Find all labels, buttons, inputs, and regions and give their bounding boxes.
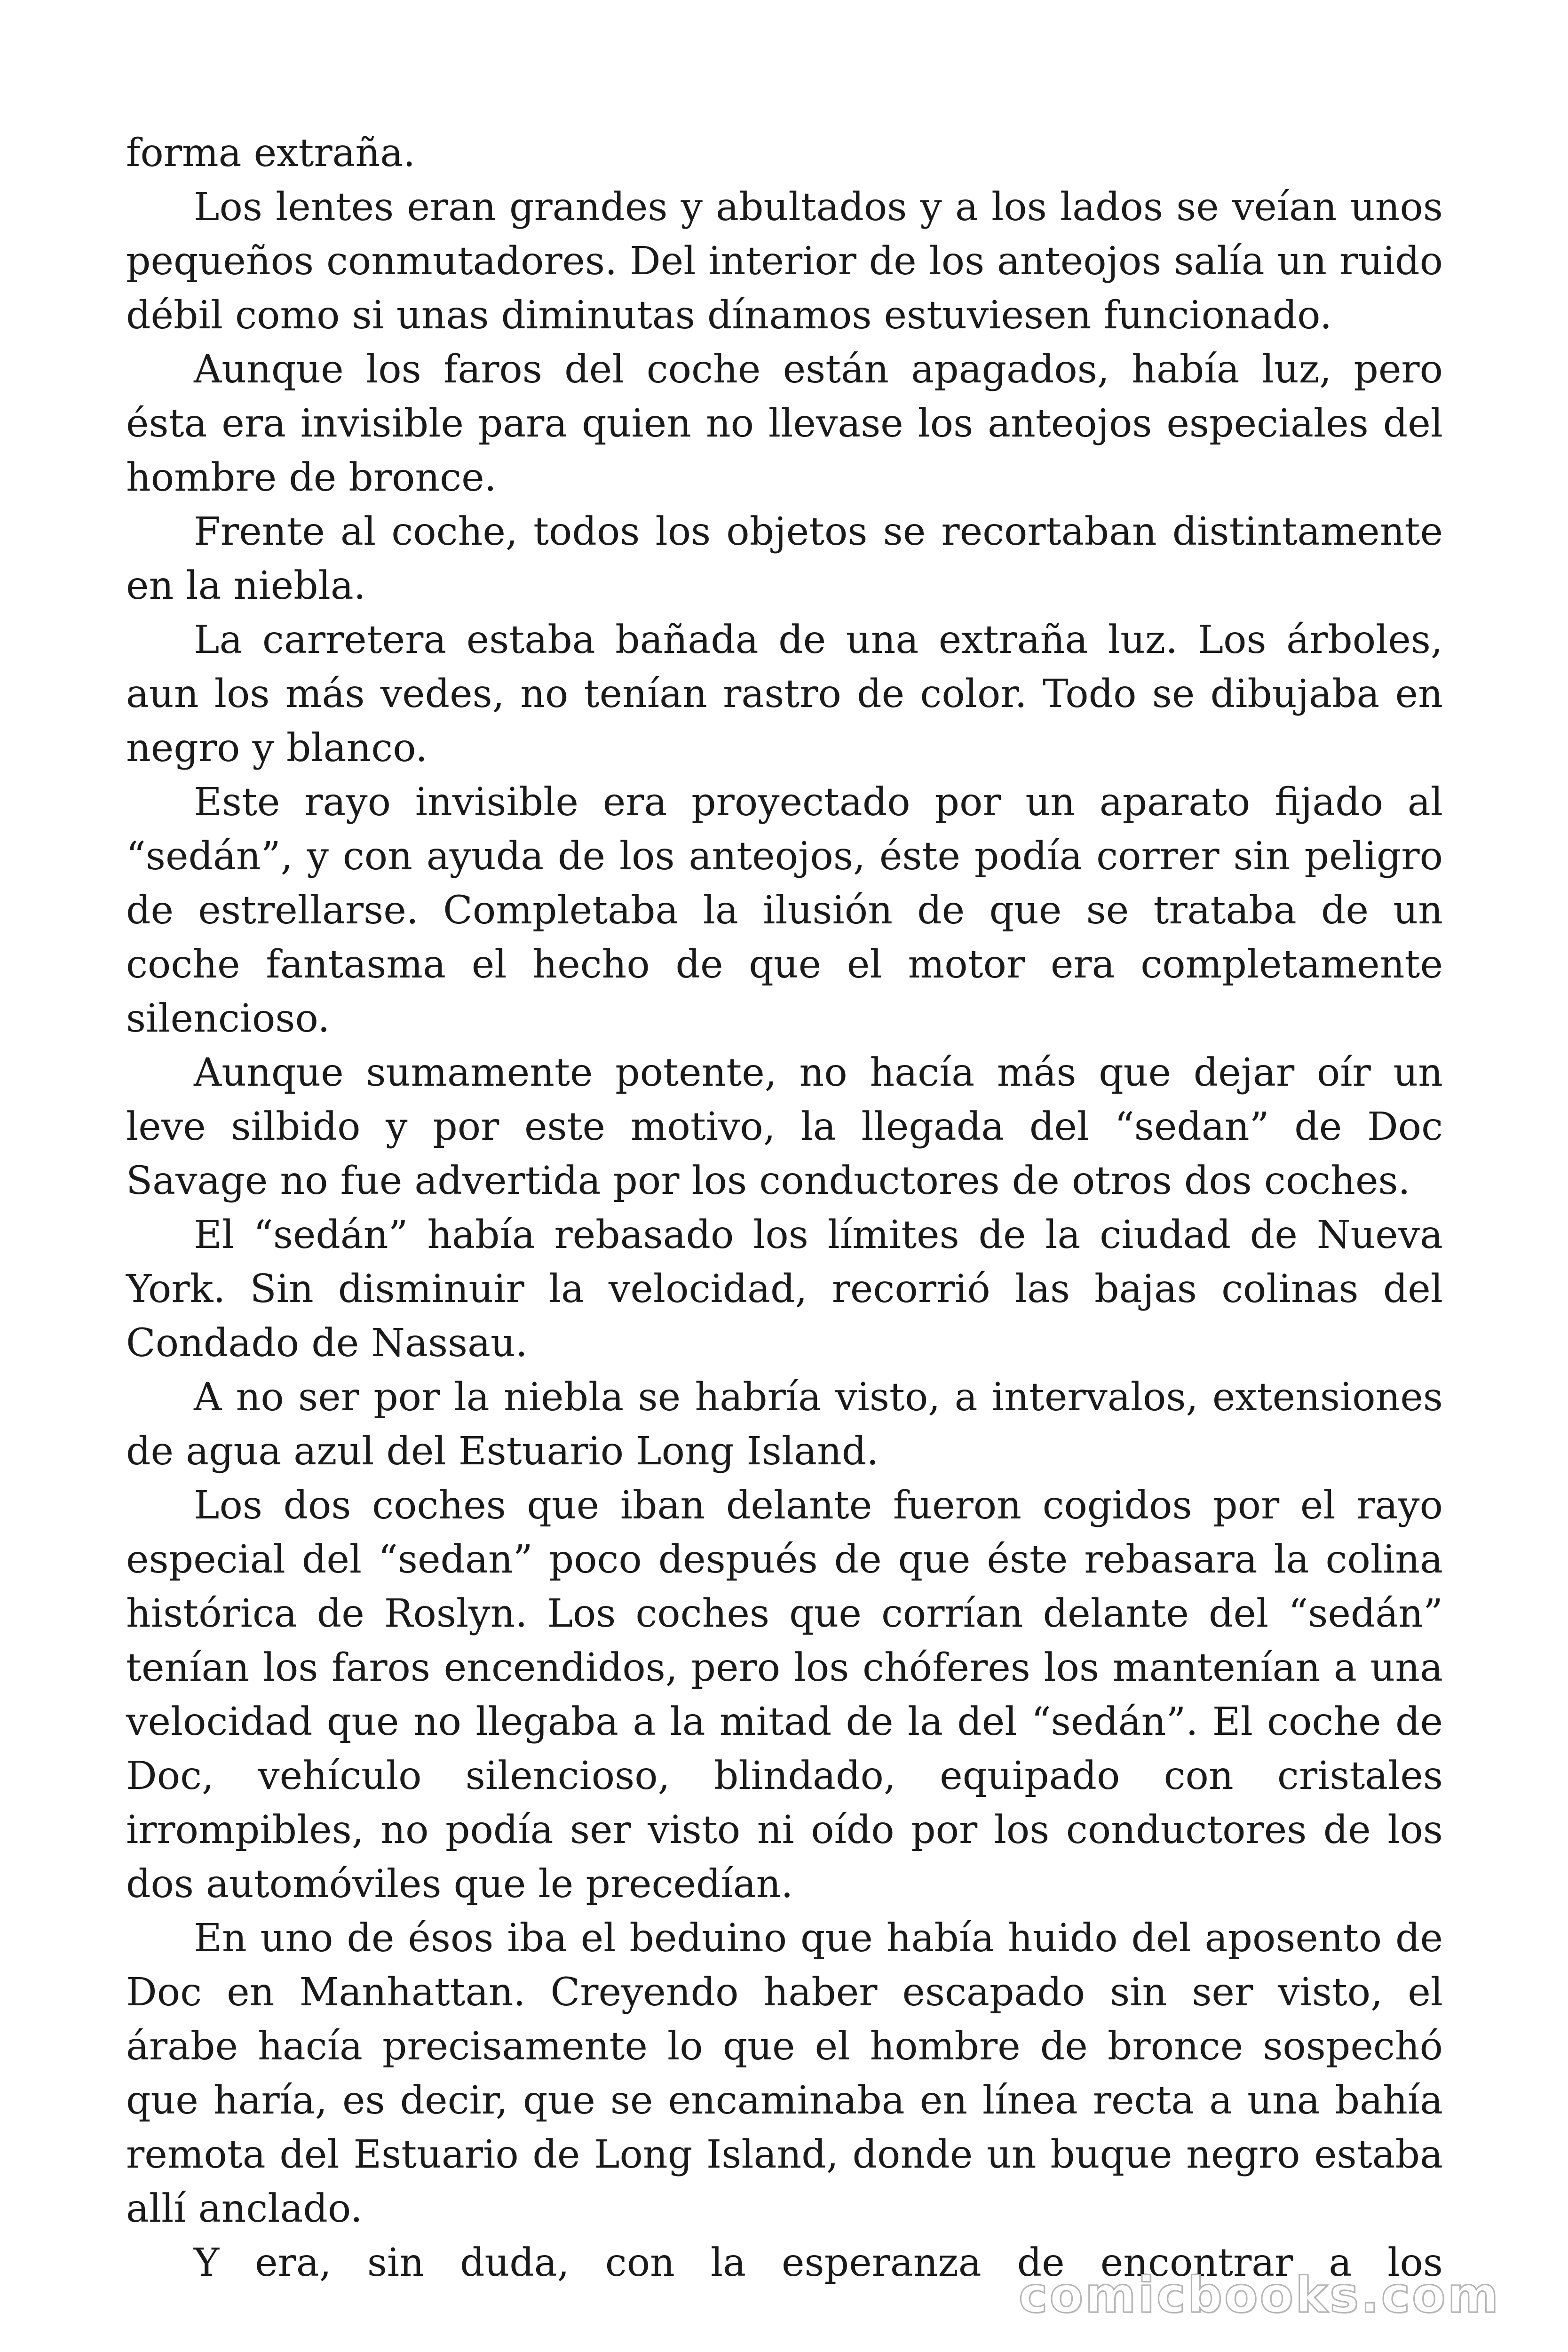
paragraph: Este rayo invisible era proyectado por un aparato fijado al “sedán”, y con ayuda de los anteojos, éste podía correr sin peligro de estrellarse. Completaba la ilusión de que se trataba de un coche fantasma el hecho de que el motor era completamente silencioso. — [126, 780, 1443, 1041]
paragraph: Los dos coches que iban delante fueron cogidos por el rayo especial del “sedan” poco después de que éste rebasara la colina histórica de Roslyn. Los coches que corrían delante del “sedán” tenían los faros encendidos, pero los chóferes los mantenían a una velocidad que no llegaba a la mitad de la del “sedán”. El coche de Doc, vehículo silencioso, blindado, equipado con cristales irrompibles, no podía ser visto ni oído por los conductores de los dos automóviles que le precedían. — [126, 1483, 1443, 1907]
paragraph: Aunque sumamente potente, no hacía más que dejar oír un leve silbido y por este motivo, la llegada del “sedan” de Doc Savage no fue advertida por los conductores de otros dos coches. — [126, 1050, 1443, 1203]
paragraph-last: Y era, sin duda, con la esperanza de encontrar a los — [194, 2241, 1443, 2285]
paragraph: Aunque los faros del coche están apagados, había luz, pero ésta era invisible para quien no llevase los anteojos especiales del hombre de bronce. — [126, 347, 1443, 500]
paragraph: Frente al coche, todos los objetos se recortaban distintamente en la niebla. — [126, 509, 1443, 608]
paragraph: A no ser por la niebla se habría visto, a intervalos, extensiones de agua azul del Estuario Long Island. — [126, 1375, 1443, 1474]
paragraph: Los lentes eran grandes y abultados y a los lados se veían unos pequeños conmutadores. Del interior de los anteojos salía un ruido débil como si unas diminutas dínamos estuviesen funcionado. — [126, 185, 1443, 338]
site-watermark: comicbooks.com — [1018, 2266, 1500, 2324]
paragraph: La carretera estaba bañada de una extraña luz. Los árboles, aun los más vedes, no tenían rastro de color. Todo se dibujaba en negro y blanco. — [126, 618, 1443, 771]
body-text — [126, 126, 1443, 2290]
paragraph-continuation: forma extraña. — [126, 131, 416, 175]
paragraph: El “sedán” había rebasado los límites de la ciudad de Nueva York. Sin disminuir la velocidad, recorrió las bajas colinas del Condado de Nassau. — [126, 1213, 1443, 1366]
paragraph: En uno de ésos iba el beduino que había huido del aposento de Doc en Manhattan. Creyendo haber escapado sin ser visto, el árabe hacía precisamente lo que el hombre de bronce sospechó que haría, es decir, que se encaminaba en línea recta a una bahía remota del Estuario de Long Island, donde un buque negro estaba allí anclado. — [126, 1916, 1443, 2231]
